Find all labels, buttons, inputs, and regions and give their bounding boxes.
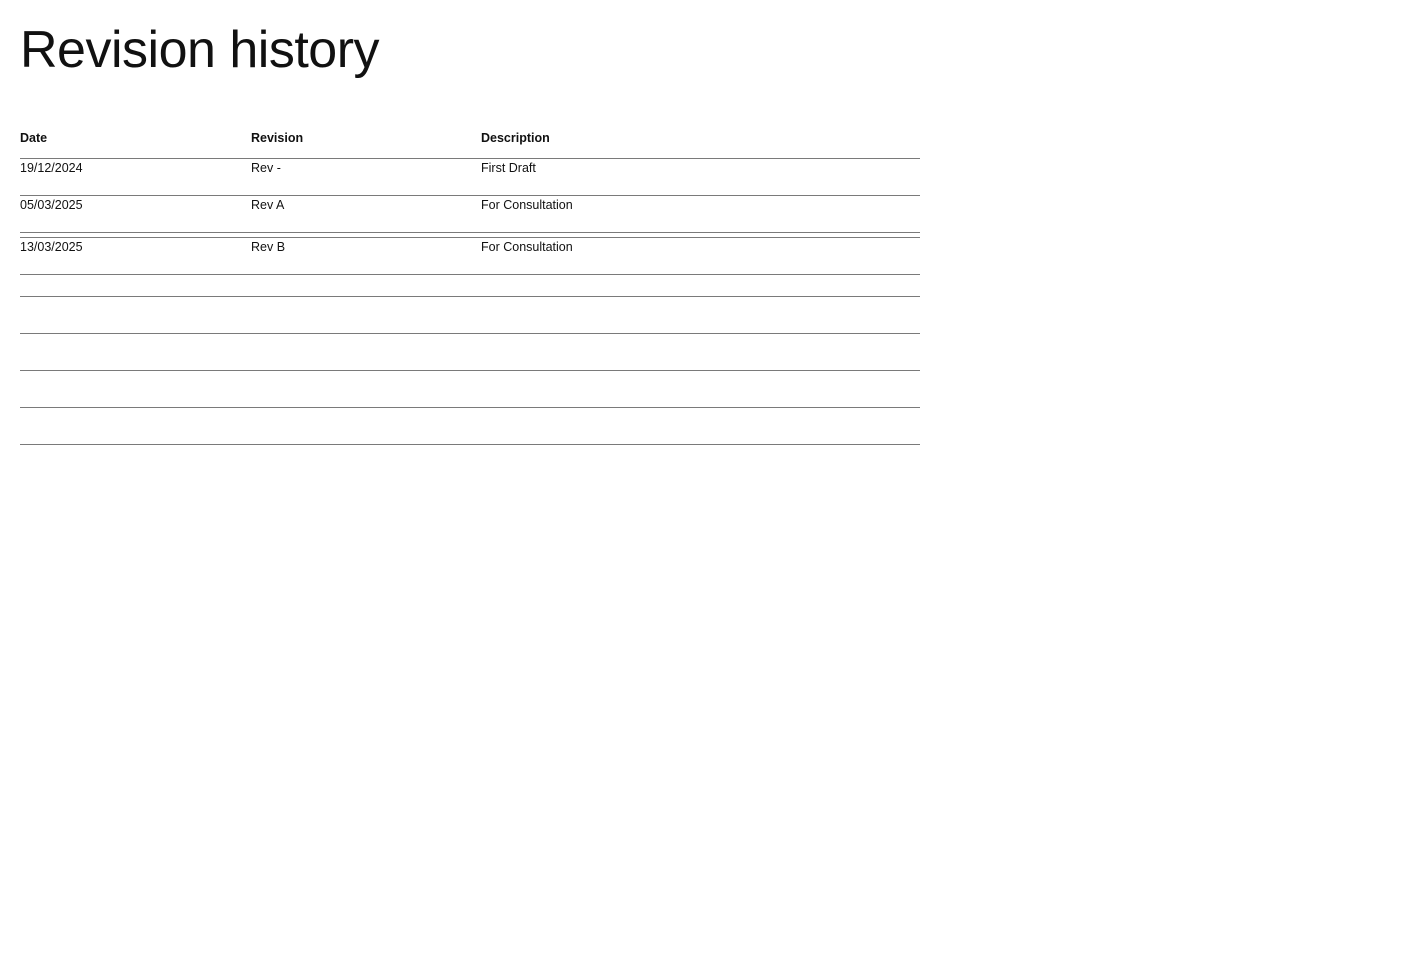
row-description: For Consultation (481, 198, 573, 212)
table-row (20, 159, 920, 196)
empty-table-row (20, 297, 920, 334)
revision-table (20, 126, 920, 445)
column-header-date: Date (20, 131, 48, 145)
row-revision: Rev A (251, 198, 285, 212)
row-description: For Consultation (481, 240, 573, 254)
empty-table-row (20, 334, 920, 371)
row-revision: Rev B (251, 240, 286, 254)
empty-table-row (20, 371, 920, 408)
empty-table-row (20, 275, 920, 297)
table-row (20, 196, 920, 233)
row-date: 05/03/2025 (20, 198, 83, 212)
empty-table-row (20, 408, 920, 445)
page-title: Revision history (20, 21, 380, 79)
table-header-row (20, 126, 920, 159)
row-description: First Draft (481, 161, 536, 175)
column-header-revision: Revision (251, 131, 304, 145)
row-date: 19/12/2024 (20, 161, 83, 175)
row-date: 13/03/2025 (20, 240, 83, 254)
row-revision: Rev - (251, 161, 281, 175)
table-row (20, 238, 920, 275)
column-header-description: Description (481, 131, 550, 145)
